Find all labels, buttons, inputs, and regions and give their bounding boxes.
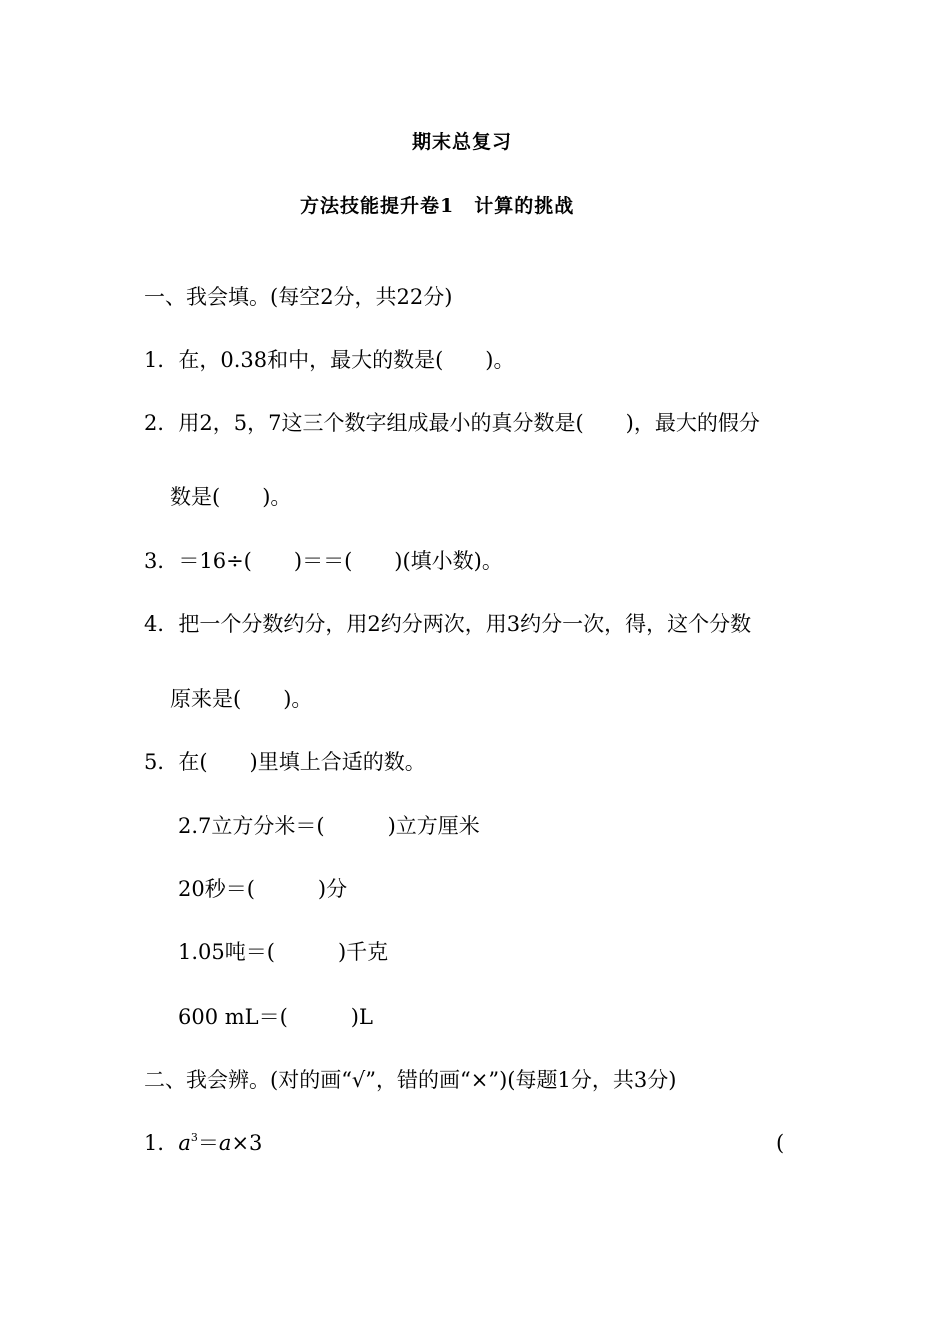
section2-heading: 二、我会辨。(对的画“√”，错的画“×”)(每题1分，共3分): [144, 1068, 677, 1092]
exponent: 3: [190, 1131, 198, 1144]
question-4-line2: 原来是( )。: [170, 687, 313, 711]
answer-bracket: (: [776, 1131, 785, 1155]
question-2-line2: 数是( )。: [170, 485, 292, 509]
variable-a: a: [218, 1131, 232, 1155]
question-5-item: 20秒＝( )分: [178, 877, 348, 901]
question-5-item: 600 mL＝( )L: [178, 1005, 373, 1029]
judge-question-1: [144, 1129, 262, 1157]
variable-a: a: [178, 1131, 191, 1155]
question-4-line1: 4．把一个分数约分，用2约分两次，用3约分一次，得，这个分数: [144, 612, 752, 636]
page-title: 期末总复习: [412, 131, 513, 153]
times-three: ×3: [231, 1131, 263, 1155]
section1-heading: 一、我会填。(每空2分，共22分): [144, 285, 453, 309]
judge-question-1-number: 1．: [144, 1131, 179, 1155]
page-subtitle: 方法技能提升卷1 计算的挑战: [300, 195, 575, 217]
question-5-item: 1.05吨＝( )千克: [178, 940, 389, 964]
equals-sign: ＝: [197, 1131, 219, 1155]
question-2-line1: 2．用2，5，7这三个数字组成最小的真分数是( )，最大的假分: [144, 411, 760, 435]
question-1: 1．在，0.38和中，最大的数是( )。: [144, 348, 515, 372]
question-5-item: 2.7立方分米＝( )立方厘米: [178, 814, 480, 838]
question-5: 5．在( )里填上合适的数。: [144, 750, 426, 774]
question-3: 3．＝16÷( )＝＝( )(填小数)。: [144, 549, 503, 573]
